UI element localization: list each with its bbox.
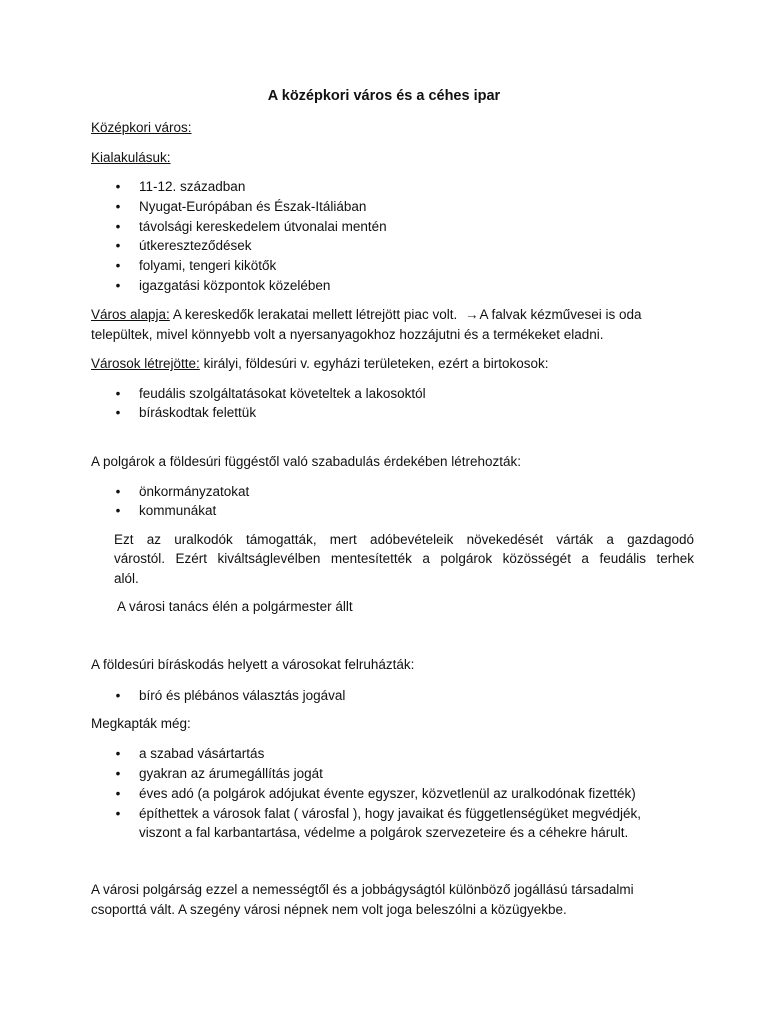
polgarok-para-line-1: Ezt az uralkodók támogatták, mert adóbevételeik növekedését várták a gazdagodó xyxy=(114,532,694,547)
list-item: feudális szolgáltatásokat követeltek a lakosoktól xyxy=(139,386,426,401)
varos-alapja-text-2: A falvak kézművesei is oda xyxy=(479,307,642,322)
bullet-marker: • xyxy=(115,766,121,781)
list-item: kommunákat xyxy=(139,503,217,518)
list-item: önkormányzatokat xyxy=(139,484,250,499)
list-item: útkereszteződések xyxy=(139,238,252,253)
bullet-marker: • xyxy=(115,258,121,273)
closing-para-line-1: A városi polgárság ezzel a nemességtől és a jobbágyságtól különböző jogállású társadalmi xyxy=(91,882,634,897)
list-item: távolsági kereskedelem útvonalai mentén xyxy=(139,219,387,234)
polgarok-intro: A polgárok a földesúri függéstől való szabadulás érdekében létrehozták: xyxy=(91,454,522,469)
varosok-letrejotte-line xyxy=(91,356,548,371)
polgarok-para-line-2: várostól. Ezért kiváltságlevélben mentesítették a polgárok közösségét a feudális terhek xyxy=(114,551,694,566)
list-item: bíráskodtak felettük xyxy=(139,405,257,420)
biraskodas-intro: A földesúri bíráskodás helyett a városokat felruházták: xyxy=(91,657,415,672)
bullet-marker: • xyxy=(115,405,121,420)
bullet-marker: • xyxy=(115,786,121,801)
bullet-marker: • xyxy=(115,746,121,761)
list-item: éves adó (a polgárok adójukat évente egyszer, közvetlenül az uralkodónak fizették) xyxy=(139,786,636,801)
document-title: A középkori város és a céhes ipar xyxy=(267,88,501,104)
list-item: folyami, tengeri kikötők xyxy=(139,258,277,273)
bullet-marker: • xyxy=(115,199,121,214)
bullet-marker: • xyxy=(115,688,121,703)
varosok-letrejotte-label: Városok létrejötte: xyxy=(91,356,200,371)
varos-alapja-line-1 xyxy=(91,307,642,322)
list-item: bíró és plébános választás jogával xyxy=(139,688,346,703)
bullet-marker: • xyxy=(115,806,121,821)
bullet-marker: • xyxy=(115,238,121,253)
bullet-marker: • xyxy=(115,219,121,234)
bullet-marker: • xyxy=(115,179,121,194)
list-item: Nyugat-Európában és Észak-Itáliában xyxy=(139,199,367,214)
right-arrow-icon: → xyxy=(464,307,479,322)
varos-alapja-text-1: A kereskedők lerakatai mellett létrejött piac volt. xyxy=(169,307,461,322)
polgarok-para-line-3: alól. xyxy=(114,571,139,586)
bullet-marker: • xyxy=(115,484,121,499)
varos-alapja-line-2: települtek, mivel könnyebb volt a nyersanyagokhoz hozzájutni és a termékeket eladni. xyxy=(91,327,604,342)
varos-alapja-label: Város alapja: xyxy=(91,307,170,322)
closing-para-line-2: csoporttá vált. A szegény városi népnek nem volt joga beleszólni a közügyekbe. xyxy=(91,902,567,917)
bullet-marker: • xyxy=(115,386,121,401)
list-item: 11-12. században xyxy=(139,179,246,194)
section-heading: Középkori város: xyxy=(91,120,192,135)
bullet-marker: • xyxy=(115,278,121,293)
list-item-line-1: építhettek a városok falat ( városfal ), hogy javaikat és függetlenségüket megvédjék, xyxy=(139,806,642,821)
kialakulas-heading: Kialakulásuk: xyxy=(91,150,171,165)
varosok-letrejotte-text: királyi, földesúri v. egyházi területeken, ezért a birtokosok: xyxy=(199,356,549,371)
list-item-line-2: viszont a fal karbantartása, védelme a polgárok szervezeteire és a céhekre hárult. xyxy=(139,825,629,840)
bullet-marker: • xyxy=(115,503,121,518)
list-item: a szabad vásártartás xyxy=(139,746,265,761)
list-item: gyakran az árumegállítás jogát xyxy=(139,766,323,781)
megkaptak-intro: Megkapták még: xyxy=(91,716,191,731)
varosi-tanacs-line: A városi tanács élén a polgármester állt xyxy=(117,599,353,614)
list-item: igazgatási központok közelében xyxy=(139,278,331,293)
